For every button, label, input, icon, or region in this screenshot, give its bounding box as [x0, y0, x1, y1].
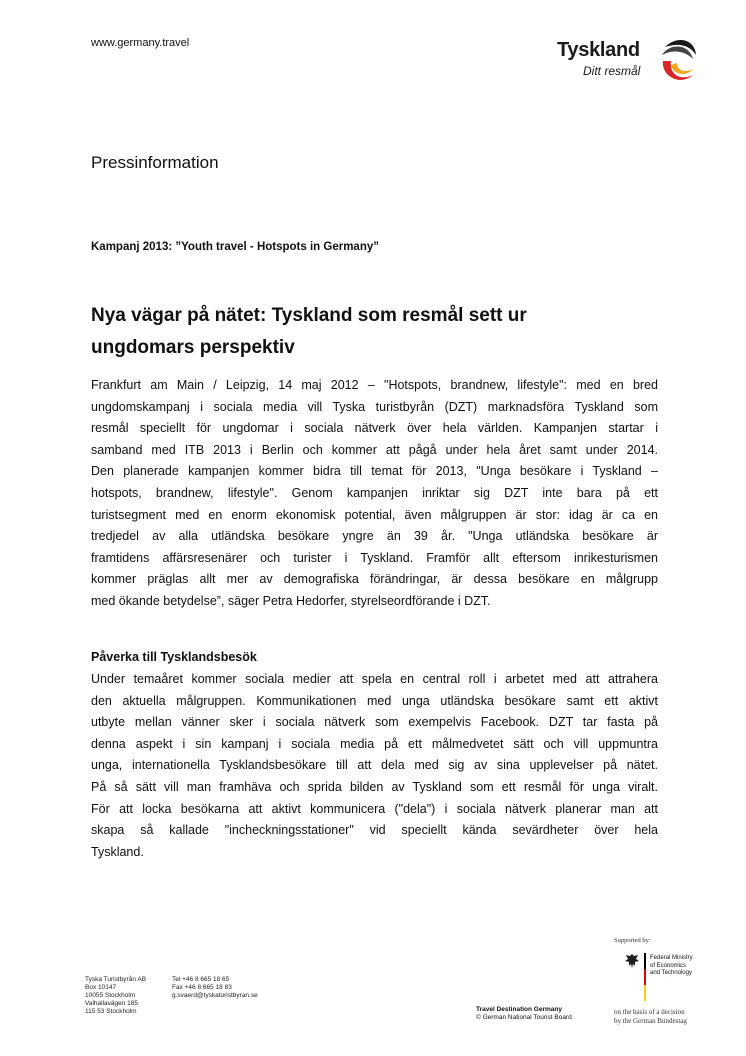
federal-eagle-icon: [623, 952, 641, 970]
footer-contact: [172, 976, 258, 1000]
section-subheading: Påverka till Tysklandsbesök: [91, 650, 257, 664]
text-line: På så sätt vill man framhäva och sprida bilden av Tyskland som ett resmål för unga viralt.: [91, 779, 658, 794]
phone-line: Tel +46 8 665 18 65: [172, 976, 230, 983]
text-line: tredjedel av alla utländska besökare yngre än 39 år. "Unga utländska besökare är: [91, 529, 658, 544]
website-url[interactable]: www.germany.travel: [91, 37, 190, 49]
ministry-line: Federal Ministry: [650, 955, 693, 961]
ministry-line: and Technology: [650, 970, 692, 976]
logo-title: Tyskland: [557, 39, 640, 61]
address-line: 115 53 Stockholm: [85, 1008, 137, 1015]
tyskland-logo: [553, 35, 693, 85]
basis-line: on the basis of a decision: [614, 1008, 685, 1016]
document-type: Pressinformation: [91, 153, 219, 172]
text-line: samband med ITB 2013 i Berlin och kommer att pågå under hela året samt under 2014.: [91, 442, 658, 457]
fax-line: Fax +46 8 665 18 83: [172, 984, 232, 991]
text-line: Under temaåret kommer sociala medier att spela en central roll i arbetet med att attrahera: [91, 672, 658, 686]
text-line: utbyte mellan vänner sker i sociala nätverk som exempelvis Facebook. DZT tar fasta på: [91, 715, 658, 730]
footer-address: [85, 976, 146, 1016]
text-line: resmål speciellt för ungdomar i sociala nätverk över hela världen. Kampanjen startar i: [91, 421, 658, 436]
text-line: Tyskland.: [91, 844, 144, 859]
headline-line: Nya vägar på nätet: Tyskland som resmål sett ur: [91, 305, 527, 326]
ministry-line: of Economics: [650, 962, 687, 969]
text-line: med ökande betydelse”, säger Petra Hedorfer, styrelseordförande i DZT.: [91, 593, 491, 608]
address-line: Valhallavägen 185: [85, 1000, 139, 1007]
email-link[interactable]: g.svaerd@tyskaturistbyran.se: [172, 992, 258, 999]
text-line: den aktuella målgruppen. Kommunikationen med unga utländska besökare samt ett aktivt: [91, 693, 658, 708]
text-line: unga, internationella Tysklandsbesökare till att dela med sig av sina upplevelser på nätet.: [91, 758, 658, 773]
text-line: hotspots, brandnew, lifestyle". Genom kampanjen inriktar sig DZT inte bara på ett: [91, 485, 658, 500]
headline-line: ungdomars perspektiv: [91, 337, 295, 358]
campaign-kicker: Kampanj 2013: ”Youth travel - Hotspots in Germany”: [91, 241, 379, 253]
text-line: turistsegment med en enorm ekonomisk potential, även målgruppen är stor: idag är ca en: [91, 507, 658, 522]
text-line: kommer präglas allt mer av demografiska förändringar, är dessa besökare en målgrupp: [91, 572, 658, 587]
address-line: Box 10147: [85, 984, 117, 991]
logo-subtitle: Ditt resmål: [583, 64, 641, 78]
text-line: Frankfurt am Main / Leipzig, 14 maj 2012 – "Hotspots, brandnew, lifestyle": med en bred: [91, 378, 658, 392]
ministry-name: [650, 955, 693, 978]
address-line: Tyska Turistbyrån AB: [85, 976, 147, 983]
address-line: 10055 Stockholm: [85, 992, 136, 999]
tdg-title: Travel Destination Germany: [476, 1006, 562, 1013]
body-paragraph-2: [91, 669, 658, 863]
tdg-brand: [476, 1006, 572, 1022]
logo-swirl-icon: [659, 35, 699, 87]
supported-by-label: Supported by:: [614, 937, 651, 944]
german-flag-bar: [644, 953, 646, 1001]
tdg-subtitle: © German National Tourist Board: [476, 1014, 572, 1021]
text-line: skapa så kallade "incheckningsstationer" vid speciellt kända sevärdheter över hela: [91, 823, 658, 838]
text-line: denna aspekt i sin kampanj i sociala media på ett målmedvetet sätt och vill uppmuntra: [91, 736, 658, 751]
body-paragraph-1: [91, 375, 658, 613]
bundestag-note: [614, 1008, 687, 1025]
text-line: ungdomskampanj i sociala media vill Tyska turistbyrån (DZT) marknadsföra Tyskland som: [91, 399, 658, 414]
text-line: För att locka besökarna att aktivt kommunicera ("dela") i sociala nätverk planerar man att: [91, 801, 658, 816]
basis-line: by the German Bundestag: [614, 1016, 687, 1025]
headline: [91, 300, 651, 364]
text-line: Den planerade kampanjen kommer bidra till temat för 2013, "Unga besökare i Tyskland –: [91, 464, 658, 479]
text-line: framtidens affärsresenärer och turister i Tyskland. Framför allt eftersom inrikesturismen: [91, 550, 658, 565]
